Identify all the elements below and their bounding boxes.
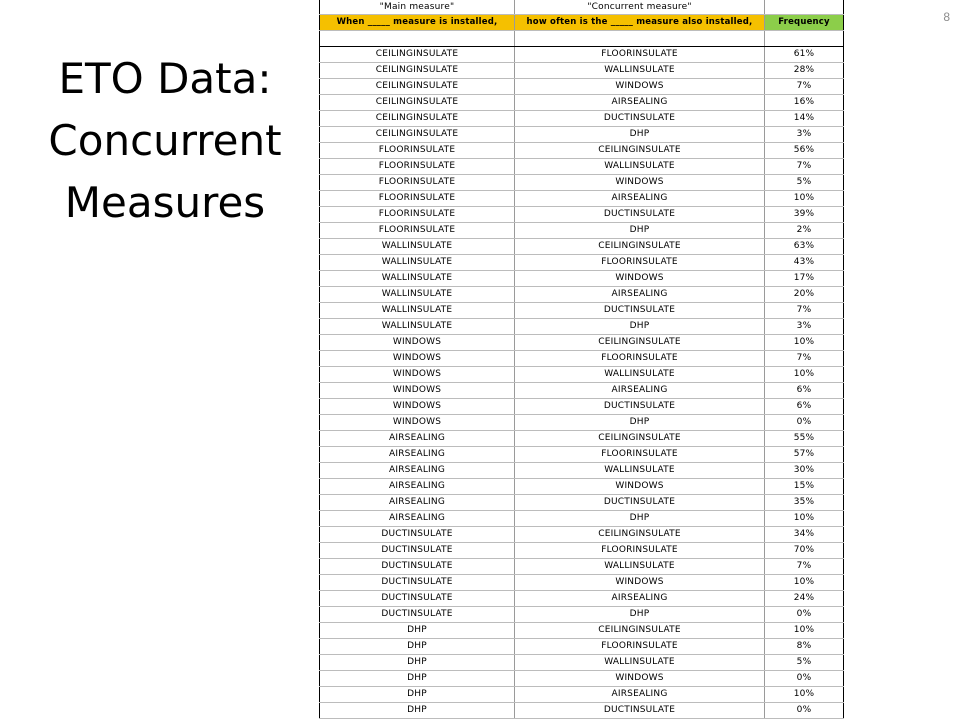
- main-measure-cell: WALLINSULATE: [320, 271, 515, 287]
- table-row: [320, 527, 844, 543]
- table-row: [320, 47, 844, 63]
- main-measure-cell: CEILINGINSULATE: [320, 47, 515, 63]
- column-header-main: When _____ measure is installed,: [320, 15, 515, 31]
- table-row: [320, 239, 844, 255]
- main-measure-cell: CEILINGINSULATE: [320, 111, 515, 127]
- concurrent-measure-cell: FLOORINSULATE: [515, 447, 765, 463]
- frequency-cell: 10%: [765, 335, 844, 351]
- main-measure-cell: DHP: [320, 671, 515, 687]
- main-measure-cell: DHP: [320, 687, 515, 703]
- concurrent-measure-cell: WALLINSULATE: [515, 63, 765, 79]
- main-measure-cell: DUCTINSULATE: [320, 591, 515, 607]
- concurrent-measure-cell: AIRSEALING: [515, 287, 765, 303]
- concurrent-measure-cell: DHP: [515, 511, 765, 527]
- frequency-cell: 3%: [765, 319, 844, 335]
- frequency-cell: 7%: [765, 79, 844, 95]
- concurrent-measure-cell: AIRSEALING: [515, 383, 765, 399]
- frequency-cell: 3%: [765, 127, 844, 143]
- table-row: [320, 367, 844, 383]
- frequency-cell: 0%: [765, 607, 844, 623]
- frequency-cell: 0%: [765, 671, 844, 687]
- concurrent-measure-cell: DHP: [515, 607, 765, 623]
- table-row: [320, 207, 844, 223]
- main-measure-cell: CEILINGINSULATE: [320, 127, 515, 143]
- main-measure-cell: CEILINGINSULATE: [320, 79, 515, 95]
- concurrent-measures-table: [319, 0, 844, 719]
- main-measure-cell: WALLINSULATE: [320, 287, 515, 303]
- concurrent-measure-cell: AIRSEALING: [515, 191, 765, 207]
- table-row: [320, 687, 844, 703]
- frequency-cell: 0%: [765, 703, 844, 719]
- main-measure-cell: WALLINSULATE: [320, 303, 515, 319]
- main-measure-cell: DUCTINSULATE: [320, 607, 515, 623]
- main-measure-cell: FLOORINSULATE: [320, 223, 515, 239]
- concurrent-measure-cell: CEILINGINSULATE: [515, 335, 765, 351]
- frequency-cell: 5%: [765, 655, 844, 671]
- main-measure-cell: WALLINSULATE: [320, 239, 515, 255]
- concurrent-measure-cell: DHP: [515, 319, 765, 335]
- spacer-cell: [320, 31, 515, 47]
- frequency-cell: 14%: [765, 111, 844, 127]
- table-row: [320, 559, 844, 575]
- column-header-frequency: Frequency: [765, 15, 844, 31]
- spacer-cell: [515, 31, 765, 47]
- table-row: [320, 399, 844, 415]
- main-measure-cell: AIRSEALING: [320, 431, 515, 447]
- main-measure-cell: AIRSEALING: [320, 447, 515, 463]
- frequency-cell: 2%: [765, 223, 844, 239]
- column-header-row: [320, 15, 844, 31]
- table-row: [320, 143, 844, 159]
- main-measure-cell: DHP: [320, 655, 515, 671]
- frequency-cell: 6%: [765, 383, 844, 399]
- concurrent-measure-cell: WALLINSULATE: [515, 463, 765, 479]
- main-measure-cell: DUCTINSULATE: [320, 527, 515, 543]
- table-row: [320, 479, 844, 495]
- frequency-cell: 10%: [765, 191, 844, 207]
- frequency-cell: 10%: [765, 575, 844, 591]
- table-row: [320, 159, 844, 175]
- table-row: [320, 447, 844, 463]
- frequency-cell: 39%: [765, 207, 844, 223]
- frequency-cell: 35%: [765, 495, 844, 511]
- frequency-cell: 10%: [765, 623, 844, 639]
- concurrent-measure-cell: DUCTINSULATE: [515, 111, 765, 127]
- frequency-cell: 10%: [765, 511, 844, 527]
- concurrent-measure-cell: FLOORINSULATE: [515, 255, 765, 271]
- slide-title: [20, 48, 310, 234]
- main-measure-cell: FLOORINSULATE: [320, 159, 515, 175]
- column-header-concurrent: how often is the _____ measure also installed,: [515, 15, 765, 31]
- table-row: [320, 655, 844, 671]
- frequency-cell: 10%: [765, 687, 844, 703]
- frequency-cell: 55%: [765, 431, 844, 447]
- measure-role-header-row: [320, 0, 844, 15]
- concurrent-measures-sheet: [319, 0, 843, 719]
- frequency-cell: 7%: [765, 159, 844, 175]
- table-row: [320, 79, 844, 95]
- table-row: [320, 623, 844, 639]
- table-row: [320, 607, 844, 623]
- main-measure-cell: WINDOWS: [320, 383, 515, 399]
- concurrent-measure-cell: WALLINSULATE: [515, 159, 765, 175]
- main-measure-cell: DHP: [320, 623, 515, 639]
- table-row: [320, 351, 844, 367]
- table-row: [320, 319, 844, 335]
- table-row: [320, 191, 844, 207]
- concurrent-measure-cell: WALLINSULATE: [515, 367, 765, 383]
- concurrent-measure-cell: DUCTINSULATE: [515, 703, 765, 719]
- concurrent-measure-cell: WALLINSULATE: [515, 559, 765, 575]
- main-measure-cell: CEILINGINSULATE: [320, 63, 515, 79]
- table-row: [320, 255, 844, 271]
- concurrent-measure-cell: WINDOWS: [515, 271, 765, 287]
- frequency-cell: 7%: [765, 559, 844, 575]
- concurrent-measure-cell: FLOORINSULATE: [515, 639, 765, 655]
- title-line-3: Measures: [64, 178, 266, 227]
- table-row: [320, 303, 844, 319]
- spacer-cell: [765, 31, 844, 47]
- main-measure-cell: WINDOWS: [320, 367, 515, 383]
- concurrent-measure-cell: FLOORINSULATE: [515, 47, 765, 63]
- main-measure-cell: WINDOWS: [320, 351, 515, 367]
- concurrent-measure-cell: DUCTINSULATE: [515, 495, 765, 511]
- table-row: [320, 271, 844, 287]
- concurrent-measure-cell: CEILINGINSULATE: [515, 143, 765, 159]
- table-row: [320, 223, 844, 239]
- main-measure-cell: AIRSEALING: [320, 511, 515, 527]
- slide-number: 8: [943, 10, 950, 24]
- concurrent-measure-cell: WINDOWS: [515, 175, 765, 191]
- frequency-cell: 17%: [765, 271, 844, 287]
- concurrent-measure-cell: DHP: [515, 223, 765, 239]
- blank-spacer-row: [320, 31, 844, 47]
- frequency-cell: 63%: [765, 239, 844, 255]
- frequency-cell: 0%: [765, 415, 844, 431]
- main-measure-cell: CEILINGINSULATE: [320, 95, 515, 111]
- main-measure-cell: FLOORINSULATE: [320, 143, 515, 159]
- frequency-cell: 34%: [765, 527, 844, 543]
- frequency-cell: 57%: [765, 447, 844, 463]
- table-row: [320, 111, 844, 127]
- main-measure-cell: FLOORINSULATE: [320, 175, 515, 191]
- concurrent-measure-cell: AIRSEALING: [515, 591, 765, 607]
- main-measure-cell: WINDOWS: [320, 399, 515, 415]
- table-row: [320, 671, 844, 687]
- frequency-cell: 20%: [765, 287, 844, 303]
- frequency-cell: 6%: [765, 399, 844, 415]
- frequency-cell: 56%: [765, 143, 844, 159]
- table-row: [320, 511, 844, 527]
- table-row: [320, 127, 844, 143]
- main-measure-cell: FLOORINSULATE: [320, 207, 515, 223]
- concurrent-measure-cell: WINDOWS: [515, 575, 765, 591]
- main-measure-label: "Main measure": [320, 0, 515, 15]
- frequency-cell: 7%: [765, 351, 844, 367]
- table-row: [320, 415, 844, 431]
- top-header-blank: [765, 0, 844, 15]
- table-row: [320, 431, 844, 447]
- table-row: [320, 703, 844, 719]
- frequency-cell: 8%: [765, 639, 844, 655]
- table-row: [320, 495, 844, 511]
- table-row: [320, 591, 844, 607]
- main-measure-cell: FLOORINSULATE: [320, 191, 515, 207]
- frequency-cell: 61%: [765, 47, 844, 63]
- concurrent-measure-cell: CEILINGINSULATE: [515, 527, 765, 543]
- table-row: [320, 63, 844, 79]
- table-row: [320, 383, 844, 399]
- concurrent-measure-cell: FLOORINSULATE: [515, 351, 765, 367]
- frequency-cell: 16%: [765, 95, 844, 111]
- concurrent-measure-cell: FLOORINSULATE: [515, 543, 765, 559]
- main-measure-cell: AIRSEALING: [320, 463, 515, 479]
- frequency-cell: 28%: [765, 63, 844, 79]
- main-measure-cell: DUCTINSULATE: [320, 559, 515, 575]
- concurrent-measure-cell: AIRSEALING: [515, 687, 765, 703]
- main-measure-cell: WINDOWS: [320, 335, 515, 351]
- frequency-cell: 5%: [765, 175, 844, 191]
- table-row: [320, 575, 844, 591]
- concurrent-measure-cell: DUCTINSULATE: [515, 399, 765, 415]
- concurrent-measure-cell: DUCTINSULATE: [515, 207, 765, 223]
- concurrent-measure-cell: CEILINGINSULATE: [515, 239, 765, 255]
- concurrent-measure-cell: WALLINSULATE: [515, 655, 765, 671]
- main-measure-cell: DHP: [320, 639, 515, 655]
- title-line-2: Concurrent: [48, 116, 282, 165]
- table-row: [320, 639, 844, 655]
- frequency-cell: 24%: [765, 591, 844, 607]
- frequency-cell: 30%: [765, 463, 844, 479]
- frequency-cell: 70%: [765, 543, 844, 559]
- concurrent-measure-label: "Concurrent measure": [515, 0, 765, 15]
- concurrent-measure-cell: WINDOWS: [515, 671, 765, 687]
- main-measure-cell: AIRSEALING: [320, 479, 515, 495]
- concurrent-measure-cell: CEILINGINSULATE: [515, 623, 765, 639]
- frequency-cell: 15%: [765, 479, 844, 495]
- main-measure-cell: AIRSEALING: [320, 495, 515, 511]
- main-measure-cell: DUCTINSULATE: [320, 543, 515, 559]
- concurrent-measure-cell: DHP: [515, 127, 765, 143]
- table-row: [320, 463, 844, 479]
- concurrent-measure-cell: DHP: [515, 415, 765, 431]
- table-row: [320, 175, 844, 191]
- frequency-cell: 43%: [765, 255, 844, 271]
- table-row: [320, 335, 844, 351]
- main-measure-cell: DUCTINSULATE: [320, 575, 515, 591]
- frequency-cell: 10%: [765, 367, 844, 383]
- frequency-cell: 7%: [765, 303, 844, 319]
- table-row: [320, 287, 844, 303]
- main-measure-cell: WALLINSULATE: [320, 319, 515, 335]
- table-row: [320, 95, 844, 111]
- main-measure-cell: WINDOWS: [320, 415, 515, 431]
- concurrent-measure-cell: AIRSEALING: [515, 95, 765, 111]
- concurrent-measure-cell: WINDOWS: [515, 479, 765, 495]
- title-line-1: ETO Data:: [58, 54, 272, 103]
- concurrent-measure-cell: WINDOWS: [515, 79, 765, 95]
- concurrent-measure-cell: CEILINGINSULATE: [515, 431, 765, 447]
- main-measure-cell: WALLINSULATE: [320, 255, 515, 271]
- concurrent-measure-cell: DUCTINSULATE: [515, 303, 765, 319]
- table-row: [320, 543, 844, 559]
- table-body: [320, 47, 844, 719]
- main-measure-cell: DHP: [320, 703, 515, 719]
